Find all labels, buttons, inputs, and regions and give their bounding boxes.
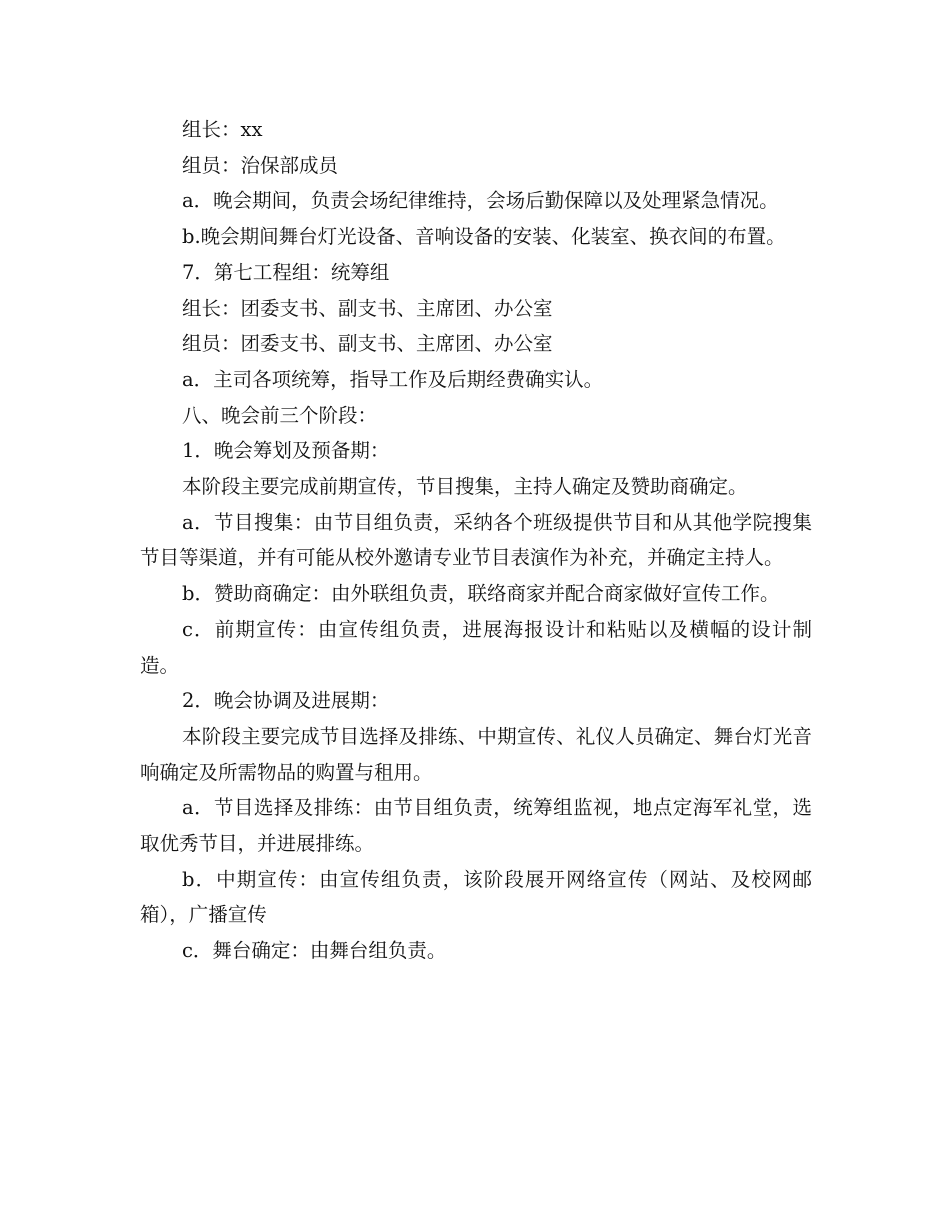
phase-1-item-c: c．前期宣传：由宣传组负责，进展海报设计和粘贴以及横幅的设计制造。 xyxy=(140,617,812,677)
members-line: 组员：治保部成员 xyxy=(182,153,339,177)
phase-1-item-a: a．节目搜集：由节目组负责，采纳各个班级提供节目和从其他学院搜集节目等渠道，并有可能从校外邀请专业节目表演作为补充，并确定主持人。 xyxy=(140,510,812,570)
leader-line: 组长：xx xyxy=(182,118,263,141)
phase-1-heading: 1．晚会筹划及预备期： xyxy=(182,439,390,463)
group-7-members-line: 组员：团委支书、副支书、主席团、办公室 xyxy=(182,332,553,356)
phase-2-item-a: a．节目选择及排练：由节目组负责，统筹组监视，地点定海军礼堂，选取优秀节目，并进展排练。 xyxy=(140,796,812,856)
phase-2-item-b: b．中期宣传：由宣传组负责，该阶段展开网络宣传（网站、及校网邮箱），广播宣传 xyxy=(140,867,812,927)
group-7-duty-item-a: a．主司各项统筹，指导工作及后期经费确实认。 xyxy=(182,367,604,391)
group-7-leader-line: 组长：团委支书、副支书、主席团、办公室 xyxy=(182,296,553,320)
duty-item-b: b.晚会期间舞台灯光设备、音响设备的安装、化装室、换衣间的布置。 xyxy=(182,225,786,249)
phase-2-item-c: c．舞台确定：由舞台组负责。 xyxy=(182,939,447,963)
phase-1-item-b: b．赞助商确定：由外联组负责，联络商家并配合商家做好宣传工作。 xyxy=(182,582,780,606)
section-heading-eight: 八、晚会前三个阶段： xyxy=(182,403,378,427)
duty-item-a: a．晚会期间，负责会场纪律维持，会场后勤保障以及处理紧急情况。 xyxy=(182,189,779,213)
section-heading-group-7: 7．第七工程组：统筹组 xyxy=(182,260,390,284)
phase-2-heading: 2．晚会协调及进展期： xyxy=(182,689,390,713)
phase-2-summary: 本阶段主要完成节目选择及排练、中期宣传、礼仪人员确定、舞台灯光音响确定及所需物品的购置与租用。 xyxy=(140,724,812,784)
phase-1-summary: 本阶段主要完成前期宣传，节目搜集，主持人确定及赞助商确定。 xyxy=(182,475,748,499)
document-body xyxy=(140,112,812,969)
